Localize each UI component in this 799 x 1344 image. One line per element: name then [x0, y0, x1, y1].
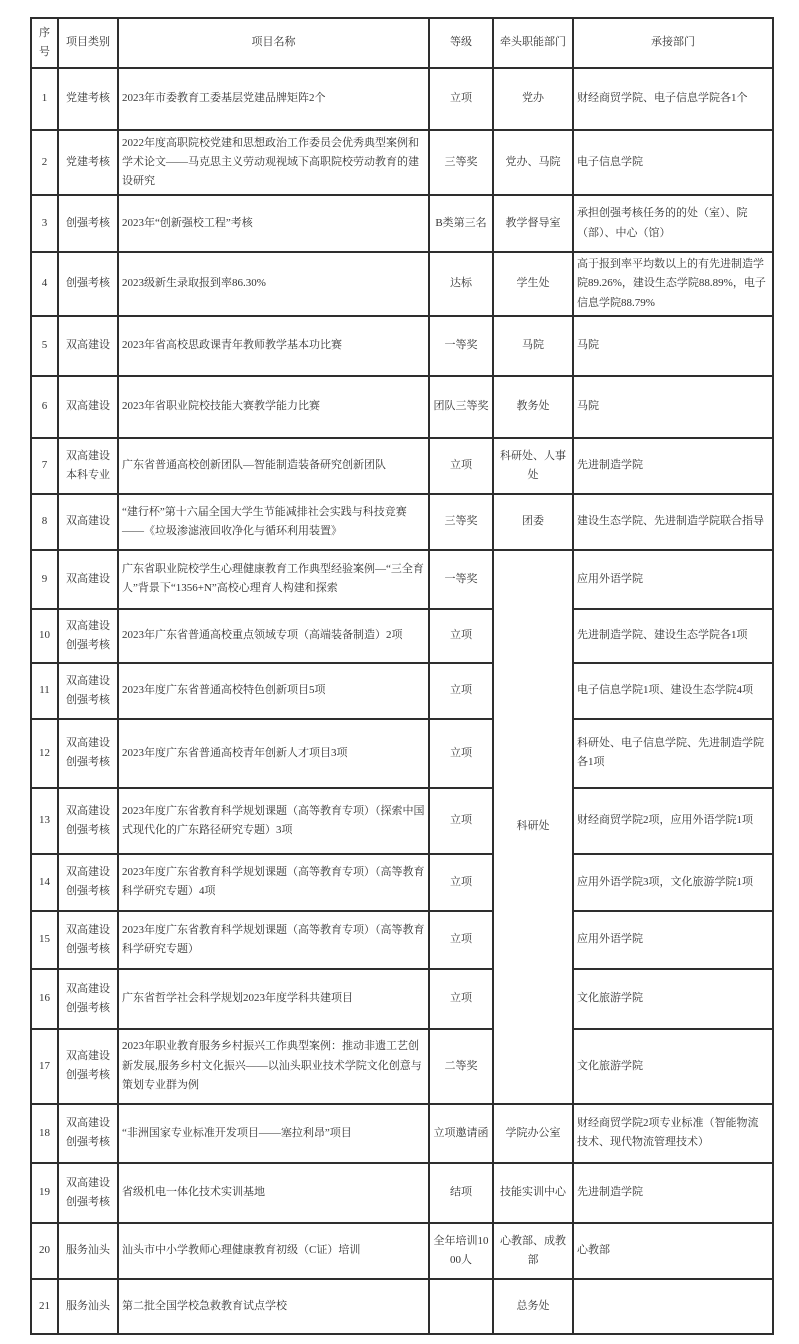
- category-cell: 创强考核: [58, 252, 118, 316]
- undertake-dept-cell: 应用外语学院: [573, 911, 773, 969]
- project-name-cell: 广东省普通高校创新团队—智能制造装备研究创新团队: [118, 438, 429, 494]
- table-row: [31, 252, 773, 316]
- serial-cell: 18: [31, 1104, 58, 1163]
- undertake-dept-cell: 科研处、电子信息学院、先进制造学院各1项: [573, 719, 773, 788]
- undertake-dept-cell: 财经商贸学院2项专业标准（智能物流技术、现代物流管理技术）: [573, 1104, 773, 1163]
- category-cell: 党建考核: [58, 68, 118, 130]
- lead-dept-cell: 团委: [493, 494, 573, 550]
- undertake-dept-cell: 高于报到率平均数以上的有先进制造学院89.26%，建设生态学院88.89%，电子信息学院88.79%: [573, 252, 773, 316]
- undertake-dept-cell: 心教部: [573, 1223, 773, 1279]
- undertake-dept-cell: 先进制造学院: [573, 438, 773, 494]
- lead-dept-cell: 学院办公室: [493, 1104, 573, 1163]
- table-row: [31, 969, 773, 1029]
- serial-cell: 10: [31, 609, 58, 663]
- table-row: [31, 788, 773, 854]
- project-name-cell: 2023年广东省普通高校重点领域专项（高端装备制造）2项: [118, 609, 429, 663]
- serial-cell: 8: [31, 494, 58, 550]
- undertake-dept-cell: 应用外语学院3项，文化旅游学院1项: [573, 854, 773, 911]
- lead-dept-cell: 技能实训中心: [493, 1163, 573, 1223]
- category-cell: 双高建设创强考核: [58, 1029, 118, 1104]
- category-cell: 双高建设创强考核: [58, 969, 118, 1029]
- category-cell: 双高建设创强考核: [58, 911, 118, 969]
- table-row: [31, 911, 773, 969]
- category-cell: 双高建设: [58, 494, 118, 550]
- grade-cell: 三等奖: [429, 494, 493, 550]
- serial-cell: 11: [31, 663, 58, 719]
- lead-dept-cell: 教学督导室: [493, 195, 573, 252]
- undertake-dept-cell: 应用外语学院: [573, 550, 773, 609]
- category-cell: 双高建设: [58, 376, 118, 438]
- header-row: [31, 18, 773, 68]
- undertake-dept-cell: 建设生态学院、先进制造学院联合指导: [573, 494, 773, 550]
- project-name-cell: 2023年“创新强校工程”考核: [118, 195, 429, 252]
- project-results-table: [30, 17, 774, 1335]
- lead-dept-cell: 教务处: [493, 376, 573, 438]
- serial-cell: 3: [31, 195, 58, 252]
- serial-cell: 12: [31, 719, 58, 788]
- project-name-cell: 省级机电一体化技术实训基地: [118, 1163, 429, 1223]
- serial-cell: 20: [31, 1223, 58, 1279]
- lead-dept-cell: 科研处、人事处: [493, 438, 573, 494]
- table-row: [31, 438, 773, 494]
- category-cell: 双高建设创强考核: [58, 663, 118, 719]
- column-header-lead-dept: 牵头职能部门: [493, 18, 573, 68]
- column-header-undertake-dept: 承接部门: [573, 18, 773, 68]
- serial-cell: 5: [31, 316, 58, 376]
- undertake-dept-cell: 马院: [573, 316, 773, 376]
- serial-cell: 4: [31, 252, 58, 316]
- lead-dept-cell: 学生处: [493, 252, 573, 316]
- grade-cell: 立项: [429, 719, 493, 788]
- table-row: [31, 1279, 773, 1334]
- category-cell: 创强考核: [58, 195, 118, 252]
- lead-dept-cell: 总务处: [493, 1279, 573, 1334]
- column-header-category: 项目类别: [58, 18, 118, 68]
- lead-dept-cell: 马院: [493, 316, 573, 376]
- lead-dept-cell: 科研处: [493, 550, 573, 1104]
- grade-cell: 立项: [429, 969, 493, 1029]
- grade-cell: 立项: [429, 68, 493, 130]
- project-name-cell: 2023年度广东省教育科学规划课题（高等教育专项）（高等教育科学研究专题）4项: [118, 854, 429, 911]
- grade-cell: 三等奖: [429, 130, 493, 195]
- table-row: [31, 719, 773, 788]
- grade-cell: 立项: [429, 788, 493, 854]
- project-name-cell: 第二批全国学校急救教育试点学校: [118, 1279, 429, 1334]
- project-name-cell: 2023年度广东省教育科学规划课题（高等教育专项）（高等教育科学研究专题）: [118, 911, 429, 969]
- table-row: [31, 1163, 773, 1223]
- undertake-dept-cell: [573, 1279, 773, 1334]
- table-row: [31, 609, 773, 663]
- project-name-cell: 2023年市委教育工委基层党建品牌矩阵2个: [118, 68, 429, 130]
- grade-cell: B类第三名: [429, 195, 493, 252]
- undertake-dept-cell: 财经商贸学院、电子信息学院各1个: [573, 68, 773, 130]
- undertake-dept-cell: 电子信息学院: [573, 130, 773, 195]
- serial-cell: 1: [31, 68, 58, 130]
- table-row: [31, 195, 773, 252]
- category-cell: 双高建设: [58, 550, 118, 609]
- project-name-cell: 2022年度高职院校党建和思想政治工作委员会优秀典型案例和学术论文——马克思主义劳动观视域下高职院校劳动教育的建设研究: [118, 130, 429, 195]
- table-row: [31, 494, 773, 550]
- project-name-cell: 2023年度广东省普通高校特色创新项目5项: [118, 663, 429, 719]
- project-name-cell: 汕头市中小学教师心理健康教育初级（C证）培训: [118, 1223, 429, 1279]
- category-cell: 双高建设: [58, 316, 118, 376]
- grade-cell: 立项: [429, 911, 493, 969]
- project-name-cell: 广东省职业院校学生心理健康教育工作典型经验案例—“三全育人”背景下“1356+N”高校心理育人构建和探索: [118, 550, 429, 609]
- serial-cell: 13: [31, 788, 58, 854]
- grade-cell: 立项: [429, 854, 493, 911]
- project-name-cell: 2023年职业教育服务乡村振兴工作典型案例：推动非遗工艺创新发展,服务乡村文化振兴——以汕头职业技术学院文化创意与策划专业群为例: [118, 1029, 429, 1104]
- category-cell: 服务汕头: [58, 1279, 118, 1334]
- undertake-dept-cell: 先进制造学院、建设生态学院各1项: [573, 609, 773, 663]
- grade-cell: 全年培训1000人: [429, 1223, 493, 1279]
- project-name-cell: 2023年度广东省普通高校青年创新人才项目3项: [118, 719, 429, 788]
- grade-cell: 达标: [429, 252, 493, 316]
- table-row: [31, 1104, 773, 1163]
- category-cell: 服务汕头: [58, 1223, 118, 1279]
- undertake-dept-cell: 承担创强考核任务的的处（室）、院（部）、中心（馆）: [573, 195, 773, 252]
- serial-cell: 15: [31, 911, 58, 969]
- table-row: [31, 854, 773, 911]
- category-cell: 双高建设创强考核: [58, 788, 118, 854]
- grade-cell: 团队三等奖: [429, 376, 493, 438]
- undertake-dept-cell: 财经商贸学院2项，应用外语学院1项: [573, 788, 773, 854]
- project-name-cell: 2023年省高校思政课青年教师教学基本功比赛: [118, 316, 429, 376]
- table-row: [31, 663, 773, 719]
- table-row: [31, 1223, 773, 1279]
- table-row: [31, 1029, 773, 1104]
- column-header-project-name: 项目名称: [118, 18, 429, 68]
- undertake-dept-cell: 文化旅游学院: [573, 1029, 773, 1104]
- category-cell: 党建考核: [58, 130, 118, 195]
- grade-cell: 立项: [429, 438, 493, 494]
- table-row: [31, 316, 773, 376]
- undertake-dept-cell: 先进制造学院: [573, 1163, 773, 1223]
- table-row: [31, 550, 773, 609]
- table-row: [31, 376, 773, 438]
- grade-cell: 一等奖: [429, 316, 493, 376]
- column-header-serial: 序号: [31, 18, 58, 68]
- serial-cell: 6: [31, 376, 58, 438]
- undertake-dept-cell: 文化旅游学院: [573, 969, 773, 1029]
- serial-cell: 21: [31, 1279, 58, 1334]
- project-name-cell: “建行杯”第十六届全国大学生节能减排社会实践与科技竞赛——《垃圾渗滤液回收净化与循环利用装置》: [118, 494, 429, 550]
- grade-cell: 立项邀请函: [429, 1104, 493, 1163]
- lead-dept-cell: 心教部、成教部: [493, 1223, 573, 1279]
- grade-cell: [429, 1279, 493, 1334]
- serial-cell: 16: [31, 969, 58, 1029]
- undertake-dept-cell: 马院: [573, 376, 773, 438]
- lead-dept-cell: 党办、马院: [493, 130, 573, 195]
- project-name-cell: “非洲国家专业标准开发项目——塞拉利昂”项目: [118, 1104, 429, 1163]
- serial-cell: 2: [31, 130, 58, 195]
- column-header-grade: 等级: [429, 18, 493, 68]
- project-name-cell: 2023年省职业院校技能大赛教学能力比赛: [118, 376, 429, 438]
- serial-cell: 9: [31, 550, 58, 609]
- project-name-cell: 广东省哲学社会科学规划2023年度学科共建项目: [118, 969, 429, 1029]
- lead-dept-cell: 党办: [493, 68, 573, 130]
- serial-cell: 7: [31, 438, 58, 494]
- grade-cell: 立项: [429, 663, 493, 719]
- serial-cell: 19: [31, 1163, 58, 1223]
- category-cell: 双高建设创强考核: [58, 1104, 118, 1163]
- category-cell: 双高建设创强考核: [58, 1163, 118, 1223]
- table-row: [31, 130, 773, 195]
- grade-cell: 一等奖: [429, 550, 493, 609]
- category-cell: 双高建设创强考核: [58, 719, 118, 788]
- category-cell: 双高建设创强考核: [58, 609, 118, 663]
- table-body: [31, 68, 773, 1334]
- project-name-cell: 2023年度广东省教育科学规划课题（高等教育专项）（探索中国式现代化的广东路径研究专题）3项: [118, 788, 429, 854]
- serial-cell: 14: [31, 854, 58, 911]
- category-cell: 双高建设本科专业: [58, 438, 118, 494]
- grade-cell: 立项: [429, 609, 493, 663]
- table-row: [31, 68, 773, 130]
- table-header: [31, 18, 773, 68]
- project-name-cell: 2023级新生录取报到率86.30%: [118, 252, 429, 316]
- category-cell: 双高建设创强考核: [58, 854, 118, 911]
- undertake-dept-cell: 电子信息学院1项、建设生态学院4项: [573, 663, 773, 719]
- grade-cell: 结项: [429, 1163, 493, 1223]
- grade-cell: 二等奖: [429, 1029, 493, 1104]
- serial-cell: 17: [31, 1029, 58, 1104]
